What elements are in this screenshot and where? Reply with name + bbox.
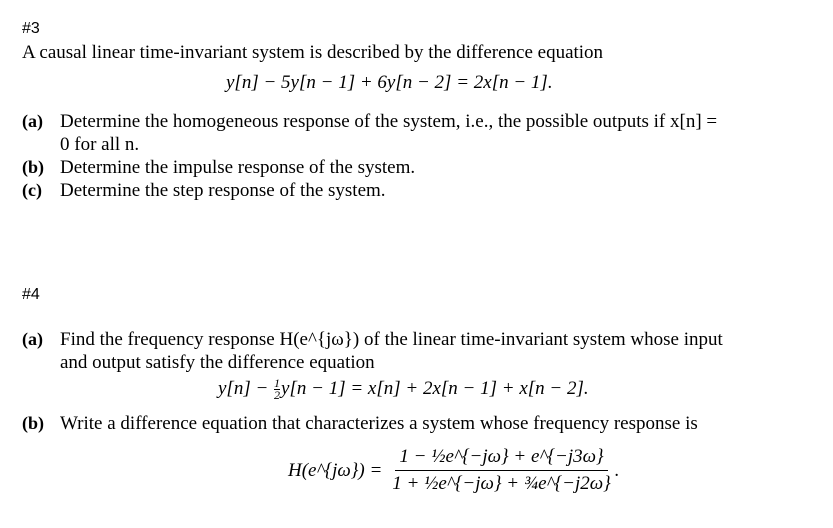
- part-label: (c): [22, 180, 42, 200]
- problem-3-number: #3: [22, 20, 40, 37]
- problem-3-equation: y[n] − 5y[n − 1] + 6y[n − 2] = 2x[n − 1].: [226, 72, 553, 93]
- part-text: Determine the step response of the system.: [60, 180, 386, 201]
- h-denominator: 1 + ½e^{−jω} + ¾e^{−j2ω}: [392, 473, 611, 494]
- h-numerator: 1 − ½e^{−jω} + e^{−j3ω}: [395, 446, 607, 471]
- part-label: (b): [22, 157, 44, 177]
- part-label: (a): [22, 111, 43, 131]
- problem-3-part-a-cont: 0 for all n.: [60, 134, 140, 155]
- problem-4-part-a-cont: and output satisfy the difference equation: [60, 352, 375, 373]
- part-text: Write a difference equation that characterizes a system whose frequency response is: [60, 413, 698, 434]
- part-label: (a): [22, 329, 43, 349]
- problem-3-part-c: [22, 180, 386, 202]
- half-fraction: $\frac{1}{2}$: [274, 376, 281, 403]
- problem-4-number: #4: [22, 286, 40, 303]
- h-end: .: [614, 459, 620, 481]
- part-label: (b): [22, 413, 44, 433]
- part-text: Determine the homogeneous response of the system, i.e., the possible outputs if x[n] =: [60, 111, 718, 132]
- eq-left: y[n] −: [218, 378, 269, 399]
- problem-4-part-b: [22, 413, 698, 435]
- frequency-response-formula: [288, 446, 620, 495]
- h-lhs: H(e^{jω}) =: [288, 459, 383, 481]
- problem-3-intro: A causal linear time-invariant system is described by the difference equation: [22, 42, 604, 63]
- h-fraction: [388, 446, 614, 495]
- problem-4-part-a: [22, 329, 723, 351]
- part-text: Determine the impulse response of the system.: [60, 157, 416, 178]
- part-text: Find the frequency response H(e^{jω}) of the linear time-invariant system whose input: [60, 329, 723, 350]
- problem-3-part-a: [22, 111, 717, 133]
- problem-4-equation: [218, 378, 589, 401]
- problem-3-part-b: [22, 157, 415, 179]
- eq-right: y[n − 1] = x[n] + 2x[n − 1] + x[n − 2].: [281, 378, 589, 399]
